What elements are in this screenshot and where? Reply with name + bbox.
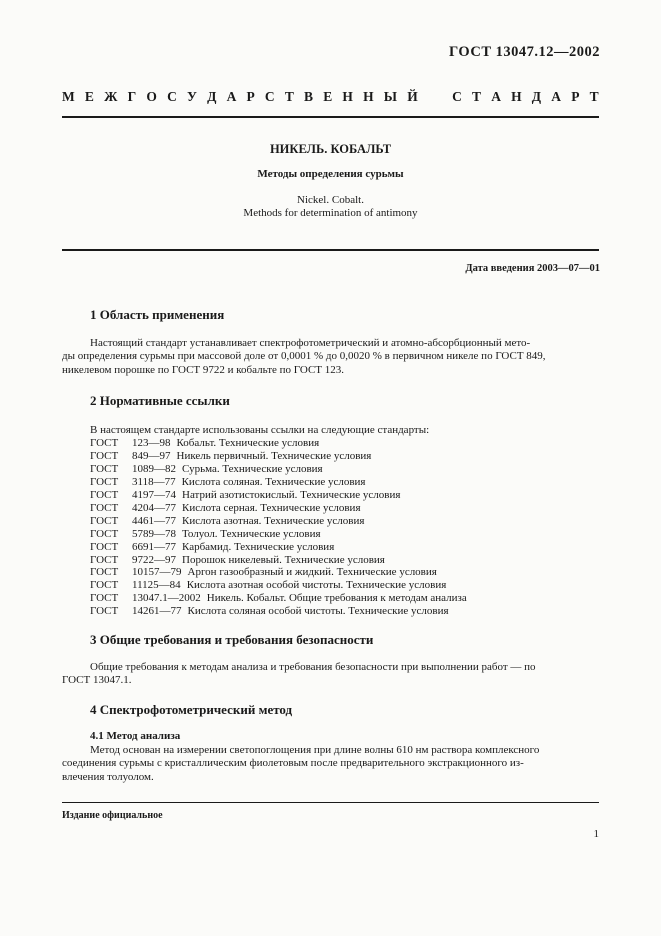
paragraph-line: Метод основан на измерении светопоглощения при длине волны 610 нм раствора комплексного [90,744,540,756]
reference-item [90,579,467,592]
reference-gost-label: ГОСТ [90,540,119,553]
reference-number: 4204—77 [132,501,176,514]
top-rule [62,116,599,118]
reference-number: 13047.1—2002 [132,592,201,605]
page-number: 1 [593,828,599,840]
normative-references-list [90,424,467,618]
paragraph-line: Настоящий стандарт устанавливает спектрофотометрический и атомно-абсорбционный мето- [90,337,531,349]
reference-title: Сурьма. Технические условия [182,462,323,475]
banner-letter: А [551,89,562,104]
banner-word-gap [428,89,442,105]
reference-gost-label: ГОСТ [90,592,119,605]
reference-number: 1089—82 [132,462,176,475]
banner-letter: Т [284,89,294,104]
banner-letter: Н [363,89,374,104]
reference-item [90,476,467,489]
reference-number: 11125—84 [132,579,181,592]
reference-number: 14261—77 [132,605,182,618]
reference-gost-label: ГОСТ [90,475,119,488]
reference-item [90,515,467,528]
reference-gost-label: ГОСТ [90,436,119,449]
banner-letter: А [491,89,501,104]
reference-number: 4461—77 [132,514,176,527]
reference-title: Никель. Кобальт. Общие требования к методам анализа [206,592,467,605]
banner-letter: Г [127,89,137,104]
banner-letter: Ы [383,89,398,104]
document-title: НИКЕЛЬ. КОБАЛЬТ [269,142,392,156]
reference-item [90,592,467,605]
reference-number: 3118—77 [132,475,176,488]
section-3-paragraph [62,661,599,688]
reference-title: Кислота азотная. Технические условия [182,514,365,527]
banner-letter: С [264,89,275,104]
document-code: ГОСТ 13047.12—2002 [449,44,600,60]
banner-letter: Ж [104,89,118,104]
reference-number: 5789—78 [132,527,176,540]
reference-gost-label: ГОСТ [90,449,119,462]
official-edition-label: Издание официальное [62,810,163,821]
banner-letter: Т [472,89,482,104]
banner-letter: Д [207,89,217,104]
reference-item [90,450,467,463]
reference-item [90,554,467,567]
reference-item [90,541,467,554]
reference-gost-label: ГОСТ [90,527,119,540]
banner-letter: Р [246,89,255,104]
document-subtitle: Методы определения сурьмы [257,168,404,180]
paragraph-line: никелевом порошке по ГОСТ 9722 и кобальте по ГОСТ 123. [62,363,345,376]
reference-number: 4197—74 [132,488,176,501]
reference-number: 123—98 [132,436,171,449]
reference-number: 6691—77 [132,540,176,553]
title-rule [62,249,599,251]
paragraph-line: соединения сурьмы с кристаллическим фиолетовым после предварительного экстракционного из- [62,757,524,770]
banner-letter: Д [531,89,542,104]
reference-number: 849—97 [132,449,171,462]
banner-letter: М [62,89,75,104]
banner-letter: С [167,89,177,104]
reference-gost-label: ГОСТ [90,566,119,579]
banner-letter: Н [342,89,353,104]
section-1-paragraph [62,337,599,377]
reference-title: Кислота соляная. Технические условия [181,475,366,488]
reference-title: Кислота серная. Технические условия [182,501,361,514]
title-english-line1: Nickel. Cobalt. [297,194,364,206]
reference-item [90,489,467,502]
reference-gost-label: ГОСТ [90,501,119,514]
reference-item [90,528,467,541]
paragraph-line: ГОСТ 13047.1. [62,674,132,687]
reference-title: Порошок никелевый. Технические условия [182,553,385,566]
reference-item [90,502,467,515]
references-intro: В настоящем стандарте использованы ссылки на следующие стандарты: [90,424,430,436]
reference-number: 10157—79 [132,566,182,579]
banner-letter: С [452,89,462,104]
reference-title: Натрий азотистокислый. Технические условия [182,488,401,501]
introduction-date: Дата введения 2003—07—01 [465,263,600,274]
section-4-1-heading: 4.1 Метод анализа [90,730,181,742]
banner-letter: Н [511,89,522,104]
banner-letter: Т [589,89,599,104]
banner-letter: О [146,89,157,104]
section-2-heading: 2 Нормативные ссылки [90,393,230,408]
banner-letter: Е [84,89,94,104]
interstate-standard-banner [62,89,599,105]
reference-gost-label: ГОСТ [90,462,119,475]
section-3-heading: 3 Общие требования и требования безопасности [90,632,374,647]
title-english-line2: Methods for determination of antimony [243,207,418,219]
reference-item [90,566,467,579]
banner-letter: В [304,89,314,104]
banner-letter: Й [407,89,418,104]
reference-title: Кобальт. Технические условия [176,436,320,449]
reference-title: Аргон газообразный и жидкий. Технические условия [187,566,437,579]
paragraph-line: Общие требования к методам анализа и требования безопасности при выполнении работ — по [90,661,536,673]
reference-title: Никель первичный. Технические условия [176,449,372,462]
reference-number: 9722—97 [132,553,176,566]
reference-gost-label: ГОСТ [90,605,119,618]
footer-rule [62,802,599,803]
section-1-heading: 1 Область применения [90,307,225,322]
paragraph-line: влечения толуолом. [62,770,154,783]
reference-title: Толуол. Технические условия [182,527,321,540]
reference-gost-label: ГОСТ [90,514,119,527]
reference-gost-label: ГОСТ [90,488,119,501]
reference-title: Кислота соляная особой чистоты. Технические условия [187,605,449,618]
reference-item [90,605,467,618]
banner-letter: У [187,89,197,104]
reference-item [90,463,467,476]
section-4-1-paragraph [62,744,599,784]
section-4-heading: 4 Спектрофотометрический метод [90,702,293,717]
reference-gost-label: ГОСТ [90,579,119,592]
reference-title: Кислота азотная особой чистоты. Технические условия [186,579,447,592]
banner-letter: Е [323,89,333,104]
paragraph-line: ды определения сурьмы при массовой доле от 0,0001 % до 0,0020 % в первичном никеле по ГОСТ 849, [62,350,546,363]
reference-item [90,437,467,450]
banner-letter: А [226,89,237,104]
reference-gost-label: ГОСТ [90,553,119,566]
banner-letter: Р [571,89,580,104]
reference-title: Карбамид. Технические условия [182,540,335,553]
